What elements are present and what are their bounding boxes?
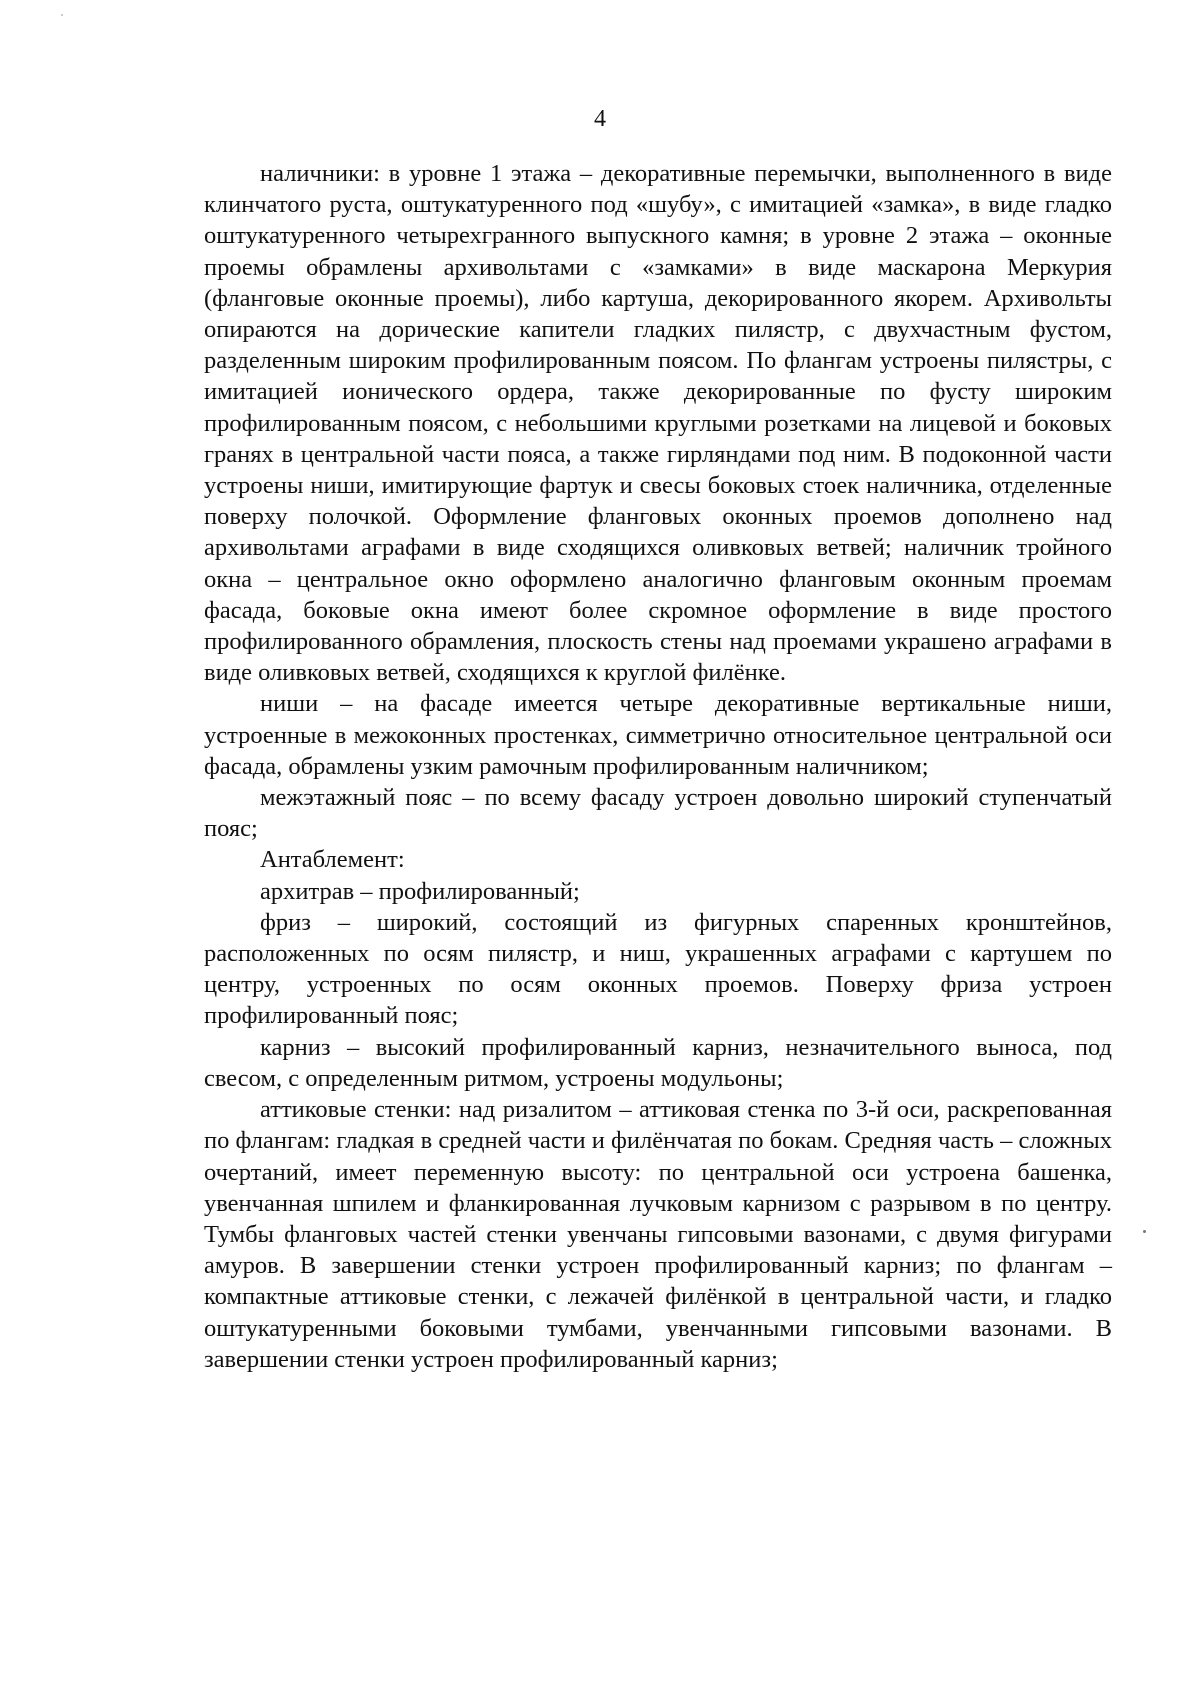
page-number: 4 [594,106,606,132]
paragraph-entablature-heading: Антаблемент: [260,846,405,874]
paragraph-architrave: архитрав – профилированный; [260,877,580,905]
paragraph-window-frames: наличники: в уровне 1 этажа – декоративные перемычки, выполненного в виде клинчатого руста, оштукатуренного под «шубу», с имитацией «замка», в виде гладко оштукатуренного четырехгранного выпускного камня; в уровне 2 этажа – оконные проемы обрамлены архивольтами с «замками» в виде маскарона Меркурия (фланговые оконные проемы), либо картуша, декорированного якорем. Архивольты опираются на дорические капители гладких пилястр, с двухчастным фустом, разделенным широким профилированным поясом. По флангам устроены пилястры, с имитацией ионического ордера, также декорированные по фусту широким профилированным поясом, с небольшими круглыми розетками на лицевой и боковых гранях в центральной части пояса, а также гирляндами под ним. В подоконной части устроены ниши, имитирующие фартук и свесы боковых стоек наличника, отделенные поверху полочкой. Оформление фланговых оконных проемов дополнено над архивольтами аграфами в виде сходящихся оливковых ветвей; наличник тройного окна – центральное окно оформлено аналогично фланговым оконным проемам фасада, боковые окна имеют более скромное оформление в виде простого профилированного обрамления, плоскость стены над проемами украшено аграфами в виде оливковых ветвей, сходящихся к круглой филёнке. [204,160,1112,687]
scan-speck [61,14,63,16]
document-body [204,158,1112,1375]
scan-speck [1143,1230,1146,1233]
paragraph-cornice: карниз – высокий профилированный карниз, незначительного выноса, под свесом, с определенным ритмом, устроены модульоны; [204,1033,1112,1092]
paragraph-niches: ниши – на фасаде имеется четыре декоративные вертикальные ниши, устроенные в межоконных простенках, симметрично относительное центральной оси фасада, обрамлены узким рамочным профилированным наличником; [204,690,1112,780]
paragraph-interfloor-belt: межэтажный пояс – по всему фасаду устроен довольно широкий ступенчатый пояс; [204,784,1112,843]
paragraph-attic-walls: аттиковые стенки: над ризалитом – аттиковая стенка по 3-й оси, раскрепованная по флангам: гладкая в средней части и филёнчатая по бокам. Средняя часть – сложных очертаний, имеет переменную высоту: по центральной оси устроена башенка, увенчанная шпилем и фланкированная лучковым карнизом с разрывом в по центру. Тумбы фланговых частей стенки увенчаны гипсовыми вазонами, с двумя фигурами амуров. В завершении стенки устроен профилированный карниз; по флангам – компактные аттиковые стенки, с лежачей филёнкой в центральной части, и гладко оштукатуренными боковыми тумбами, увенчанными гипсовыми вазонами. В завершении стенки устроен профилированный карниз; [204,1096,1112,1373]
paragraph-frieze: фриз – широкий, состоящий из фигурных спаренных кронштейнов, расположенных по осям пилястр, и ниш, украшенных аграфами с картушем по центру, устроенных по осям оконных проемов. Поверху фриза устроен профилированный пояс; [204,908,1112,1030]
